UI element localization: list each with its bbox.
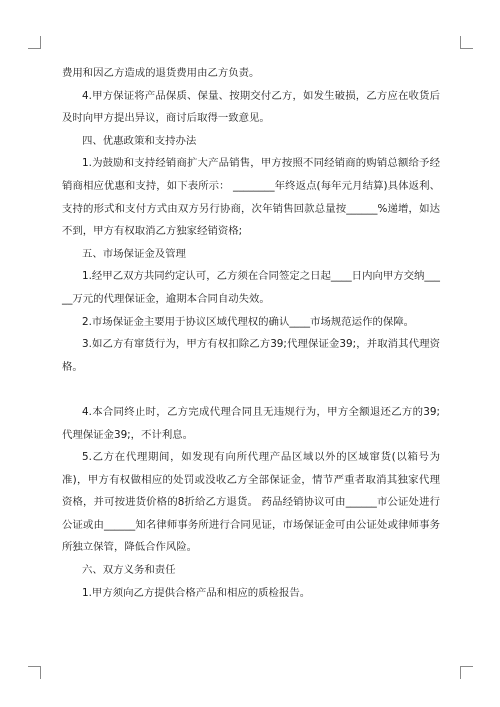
paragraph-clause-5-penalty: 5.乙方在代理期间，如发现有向所代理产品区域以外的区域窜货(以箱号为准)，甲方有权做相应的处罚或没收乙方全部保证金，情节严重者取消其独家代理资格，并可按进货价格的8折给乙方退货。 药品经销协议可由______市公证处进行公证或由______知名律师事务所进行合同见证，市场保证金可由公证处或律师事务所独立保管，降低合作风险。	[62, 451, 440, 554]
paragraph-clause-1-party-a-duty: 1.甲方须向乙方提供合格产品和相应的质检报告。	[82, 586, 311, 599]
section-heading-5: 五、市场保证金及管理	[82, 247, 186, 260]
crop-mark-bottom-left	[28, 666, 41, 679]
section-heading-4: 四、优惠政策和支持办法	[82, 134, 197, 147]
paragraph-refund-cost: 费用和因乙方造成的退货费用由乙方负责。	[62, 67, 260, 79]
section-heading-6: 六、双方义务和责任	[82, 564, 176, 577]
paragraph-clause-1-incentives: 1.为鼓励和支持经销商扩大产品销售，甲方按照不同经销商的购销总额给予经销商相应优惠和支持，如下表所示： ________年终返点(每年元月结算)具体返利、支持的形式和支付方式由双方另行协商，次年销售回款总量按______%递增，如达不到，甲方有权取消乙方独家经销资格;	[62, 157, 440, 238]
paragraph-clause-2-deposit-use: 2.市场保证金主要用于协议区域代理权的确认____市场规范运作的保障。	[82, 315, 415, 328]
crop-mark-top-right	[460, 36, 473, 49]
paragraph-clause-4-termination: 4.本合同终止时，乙方完成代理合同且无违规行为，甲方全额退还乙方的39;代理保证金39;，不计利息。	[62, 405, 440, 441]
paragraph-clause-4-quality: 4.甲方保证将产品保质、保量、按期交付乙方，如发生破损，乙方应在收货后及时向甲方提出异议，商讨后取得一致意见。	[62, 89, 440, 125]
paragraph-clause-1-deposit: 1.经甲乙双方共同约定认可，乙方须在合同签定之日起____日内向甲方交纳_____万元的代理保证金，逾期本合同自动失效。	[62, 270, 440, 305]
paragraph-clause-3-cross-selling: 3.如乙方有窜货行为，甲方有权扣除乙方39;代理保证金39;，并取消其代理资格。	[62, 338, 440, 373]
crop-mark-top-left	[28, 36, 41, 49]
document-body	[62, 62, 440, 604]
crop-mark-bottom-right	[460, 666, 473, 679]
blank-line	[62, 378, 440, 401]
